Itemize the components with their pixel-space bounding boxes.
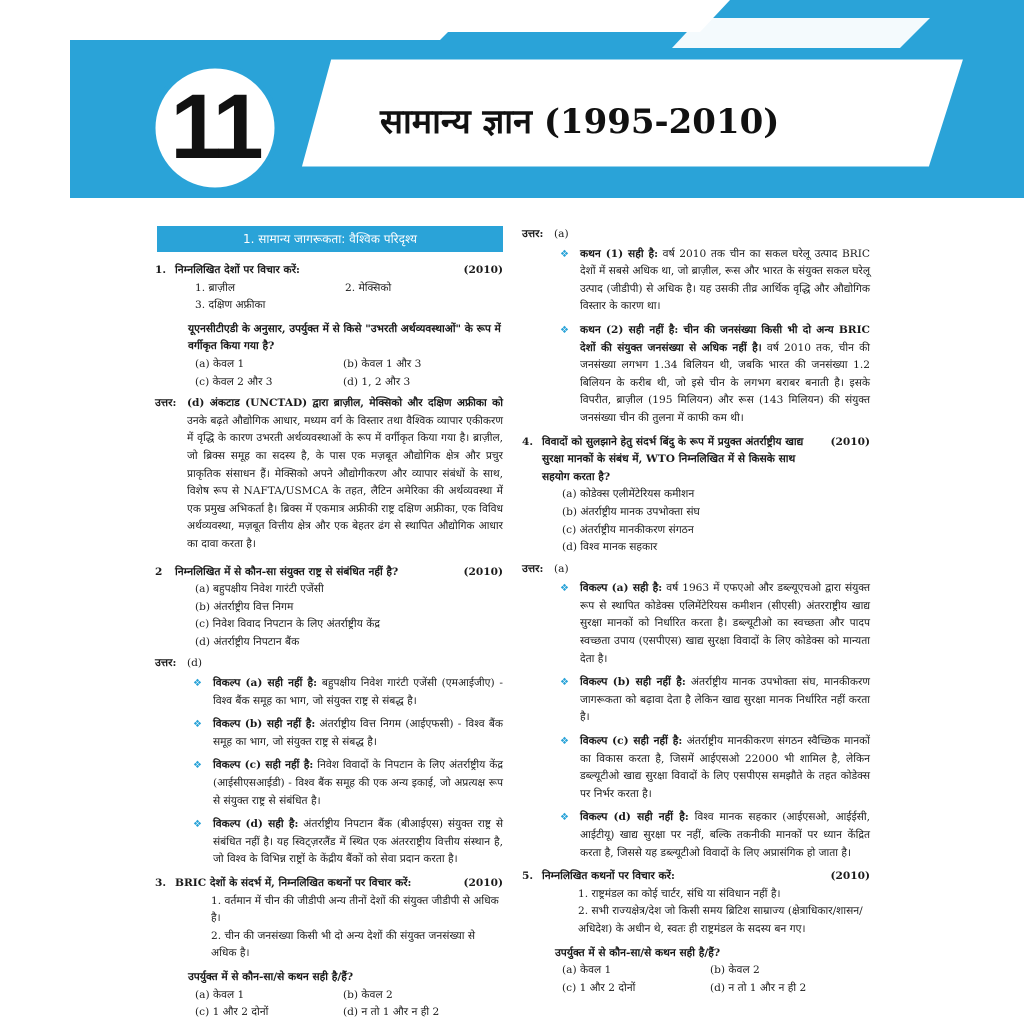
- chapter-number: 11: [170, 76, 260, 178]
- option-d: (d) न तो 1 और न ही 2: [710, 981, 807, 994]
- question-5: [522, 868, 870, 997]
- list-item: 1. वर्तमान में चीन की जीडीपी अन्य तीनों देशों की संयुक्त जीडीपी से अधिक है।: [211, 894, 499, 925]
- explanation-item: ❖ विकल्प (c) सही नहीं है: अंतर्राष्ट्रीय मानकीकरण संगठन स्वैच्छिक मानकों का विकास करता है, जिसमें आईएसओ 22000 भी शामिल है, लेकिन डब्ल्यूटीओ खाद्य सुरक्षा विवादों के लिए एसपीएस समझौते के तहत कोडेक्स पर निर्भर करता है।: [560, 735, 871, 800]
- explanation-item: ❖ विकल्प (d) सही है: अंतर्राष्ट्रीय निपटान बैंक (बीआईएस) संयुक्त राष्ट्र से संबंधित नहीं है। यह स्विट्ज़रलैंड में स्थित एक अंतरराष्ट्रीय वित्तीय संस्थान है, जो विश्व के विभिन्न राष्ट्रों के केंद्रीय बैंकों को सेवा प्रदान करता है।: [193, 818, 503, 866]
- answer-q3: [522, 226, 870, 244]
- option-a: (a) केवल 1: [195, 988, 245, 1001]
- question-3: [155, 875, 503, 1022]
- chapter-title: सामान्य ज्ञान (1995-2010): [380, 102, 780, 142]
- option-d: (d) 1, 2 और 3: [343, 375, 411, 388]
- question-year: (2010): [830, 435, 870, 448]
- options: [155, 987, 503, 1022]
- question-1: [155, 262, 503, 554]
- option-b: (b) केवल 2: [710, 964, 760, 977]
- explanation-item: ❖ विकल्प (a) सही है: वर्ष 1963 में एफएओ और डब्ल्यूएचओ द्वारा संयुक्त रूप से स्थापित कोडेक्स एलिमेंटेरियस कमीशन (सीएसी) अंतरराष्ट्रीय खाद्य सुरक्षा मानकों को निर्धारित करता है। डब्ल्यूटीओ का स्वच्छता और पादप स्वच्छता उपाय (एसपीएस) खाद्य सुरक्षा विवादों के लिए कोडेक्स को मान्यता देता है।: [560, 582, 870, 665]
- diamond-bullet-icon: ❖: [193, 719, 202, 731]
- answer-value: (a): [554, 228, 569, 240]
- question-text: BRIC देशों के संदर्भ में, निम्नलिखित कथनों पर विचार करें:: [175, 877, 412, 889]
- option-a: (a) केवल 1: [195, 357, 245, 370]
- question-year: (2010): [830, 870, 870, 883]
- question-stem: यूएनसीटीएडी के अनुसार, उपर्युक्त में से किसे "उभरती अर्थव्यवस्थाओं" के रूप में वर्गीकृत किया गया है?: [188, 322, 501, 353]
- explanation-item: ❖ कथन (2) सही नहीं है: चीन की जनसंख्या किसी भी दो अन्य BRIC देशों की संयुक्त जनसंख्या से अधिक नहीं है। वर्ष 2010 तक, चीन की जनसंख्या लगभग 1.34 बिलियन थी, जबकि भारत की जनसंख्या 1.2 बिलियन के करीब थी, जो इसे चीन के लगभग बराबर बनाती है। इसके विपरीत, ब्राज़ील (195 मिलियन) और रूस (143 मिलियन) की संयुक्त जनसंख्या चीन की तुलना में काफी कम थी।: [560, 323, 870, 424]
- option-c: (c) केवल 2 और 3: [195, 375, 273, 388]
- question-number: 2: [155, 565, 163, 578]
- option-b: (b) केवल 2: [343, 988, 393, 1001]
- diamond-bullet-icon: ❖: [560, 248, 569, 260]
- explanation-list: [155, 675, 503, 869]
- diamond-bullet-icon: ❖: [560, 324, 569, 336]
- question-number: 1.: [155, 264, 167, 276]
- diamond-bullet-icon: ❖: [560, 812, 569, 824]
- list-item: 1. ब्राज़ील: [195, 281, 236, 294]
- question-year: (2010): [463, 264, 503, 276]
- explanation-item: ❖ विकल्प (a) सही नहीं है: बहुपक्षीय निवेश गारंटी एजेंसी (एमआईजीए) - विश्व बैंक समूह का भाग, जो संयुक्त राष्ट्र से संबद्ध है।: [193, 677, 504, 707]
- option-b: (b) केवल 1 और 3: [343, 357, 422, 370]
- question-text: विवादों को सुलझाने हेतु संदर्भ बिंदु के रूप में प्रयुक्त अंतर्राष्ट्रीय खाद्य सुरक्षा मानकों के संबंध में, WTO निम्नलिखित में से किसके साथ सहयोग करता है?: [542, 435, 804, 483]
- answer-label: उत्तर:: [522, 228, 544, 240]
- option-d: (d) न तो 1 और न ही 2: [343, 1006, 440, 1019]
- question-number: 5.: [522, 870, 534, 883]
- explanation-list: [522, 246, 870, 428]
- option-a: (a) कोडेक्स एलीमेंटेरियस कमीशन: [562, 488, 695, 501]
- question-number: 3.: [155, 877, 167, 889]
- answer: [155, 395, 503, 553]
- options: [155, 356, 503, 391]
- explanation-item: ❖ विकल्प (b) सही नहीं है: अंतर्राष्ट्रीय वित्त निगम (आईएफसी) - विश्व बैंक समूह का भाग, जो संयुक्त राष्ट्र से संबद्ध है।: [193, 718, 503, 748]
- chapter-header: [0, 0, 1024, 210]
- question-text: निम्नलिखित में से कौन-सा संयुक्त राष्ट्र से संबंधित नहीं है?: [175, 565, 399, 578]
- question-stem: उपर्युक्त में से कौन-सा/से कथन सही है/हैं?: [188, 970, 354, 983]
- answer-value: (a): [554, 562, 569, 575]
- list-item: 2. चीन की जनसंख्या किसी भी दो अन्य देशों की संयुक्त जनसंख्या से अधिक है।: [211, 929, 476, 960]
- option-c: (c) अंतर्राष्ट्रीय मानकीकरण संगठन: [562, 523, 694, 536]
- section-title: 1. सामान्य जागरूकता: वैश्विक परिदृश्य: [157, 226, 503, 252]
- question-text: निम्नलिखित देशों पर विचार करें:: [175, 264, 300, 276]
- question-2: [155, 564, 503, 870]
- answer-head: (d) अंकटाड (UNCTAD) द्वारा ब्राज़ील, मेक्सिको और दक्षिण अफ्रीका को: [187, 397, 503, 410]
- answer-label: उत्तर:: [522, 562, 544, 575]
- question-year: (2010): [463, 877, 503, 889]
- options: [155, 581, 503, 651]
- option-c: (c) 1 और 2 दोनों: [562, 981, 636, 994]
- answer-label: उत्तर:: [155, 397, 177, 410]
- left-column: [155, 222, 503, 1022]
- option-c: (c) 1 और 2 दोनों: [195, 1006, 269, 1019]
- list-item: 2. मेक्सिको: [345, 281, 392, 294]
- option-d: (d) विश्व मानक सहकार: [562, 541, 658, 554]
- diamond-bullet-icon: ❖: [193, 819, 202, 831]
- question-number: 4.: [522, 435, 534, 448]
- list-item: 2. सभी राज्यक्षेत्र/देश जो किसी समय ब्रिटिश साम्राज्य (क्षेत्राधिकार/शासन/अधिदेश) के अधीन थे, स्वतः ही राष्ट्रमंडल के सदस्य बन गए।: [578, 905, 863, 935]
- diamond-bullet-icon: ❖: [560, 677, 569, 689]
- list-item: 1. राष्ट्रमंडल का कोई चार्टर, संधि या संविधान नहीं है।: [578, 887, 781, 900]
- question-4: [522, 434, 870, 863]
- option-b: (b) अंतर्राष्ट्रीय मानक उपभोक्ता संघ: [562, 505, 700, 518]
- option-a: (a) केवल 1: [562, 964, 612, 977]
- option-c: (c) निवेश विवाद निपटान के लिए अंतर्राष्ट्रीय केंद्र: [195, 618, 380, 631]
- explanation-list: [522, 580, 870, 862]
- list-item: 3. दक्षिण अफ्रीका: [195, 299, 266, 312]
- diamond-bullet-icon: ❖: [560, 736, 569, 748]
- options: [522, 962, 870, 997]
- option-d: (d) अंतर्राष्ट्रीय निपटान बैंक: [195, 635, 300, 648]
- explanation-item: ❖ विकल्प (c) सही नहीं है: निवेश विवादों के निपटान के लिए अंतर्राष्ट्रीय केंद्र (आईसीएसआईडी) - विश्व बैंक समूह की एक अन्य इकाई, जो अप्रत्यक्ष रूप से संयुक्त राष्ट्र से संबंधित है।: [193, 759, 503, 807]
- explanation-item: ❖ विकल्प (b) सही नहीं है: अंतर्राष्ट्रीय मानक उपभोक्ता संघ, मानकीकरण जागरूकता को बढ़ावा देता है लेकिन खाद्य सुरक्षा मानक निर्धारित नहीं करता है।: [560, 676, 870, 724]
- answer-value: (d): [187, 657, 203, 670]
- explanation-item: ❖ कथन (1) सही है: वर्ष 2010 तक चीन का सकल घरेलू उत्पाद BRIC देशों में सबसे अधिक था, जो ब्राज़ील, रूस और भारत के संयुक्त सकल घरेलू उत्पाद (जीडीपी) से अधिक है। यह उसकी तीव्र आर्थिक वृद्धि और औद्योगिक विस्तार के कारण था।: [560, 247, 871, 313]
- answer: [155, 655, 503, 673]
- option-a: (a) बहुपक्षीय निवेश गारंटी एजेंसी: [195, 583, 324, 596]
- diamond-bullet-icon: ❖: [193, 760, 202, 772]
- answer: [522, 561, 870, 579]
- question-year: (2010): [463, 565, 503, 578]
- answer-body: उनके बढ़ते औद्योगिक आधार, मध्यम वर्ग के विस्तार तथा वैश्विक व्यापार एकीकरण में वृद्धि के कारण उभरती अर्थव्यवस्थाओं के रूप में वर्गीकृत किया गया है। ब्राज़ील, जो ब्रिक्स समूह का सदस्य है, के पास एक मज़बूत औद्योगिक क्षेत्र और प्रचुर प्राकृतिक संसाधन हैं। मेक्सिको अपने औद्योगीकरण और व्यापार संबंधों के साथ, विशेष रूप से NAFTA/USMCA के तहत, लैटिन अमेरिका की अर्थव्यवस्था में एक प्रमुख अभिकर्ता है। ब्रिक्स में एकमात्र अफ्रीकी राष्ट्र दक्षिण अफ्रीका, एक विविध अर्थव्यवस्था, मज़बूत वित्तीय क्षेत्र और एक बेहतर ढंग से स्थापित औद्योगिक आधार का दावा करता है।: [187, 414, 503, 550]
- diamond-bullet-icon: ❖: [193, 678, 202, 690]
- right-column: [522, 222, 870, 997]
- question-stem: उपर्युक्त में से कौन-सा/से कथन सही है/हैं?: [555, 946, 721, 959]
- options: [522, 486, 870, 556]
- question-text: निम्नलिखित कथनों पर विचार करें:: [542, 870, 675, 883]
- explanation-item: ❖ विकल्प (d) सही नहीं है: विश्व मानक सहकार (आईएसओ, आईईसी, आईटीयू) खाद्य सुरक्षा पर नहीं, बल्कि तकनीकी मानकों पर ध्यान केंद्रित करता है, जिससे यह डब्ल्यूटीओ विवादों के लिए अप्रासंगिक हो जाता है।: [560, 811, 870, 859]
- diamond-bullet-icon: ❖: [560, 583, 569, 595]
- option-b: (b) अंतर्राष्ट्रीय वित्त निगम: [195, 600, 294, 613]
- answer-label: उत्तर:: [155, 657, 177, 670]
